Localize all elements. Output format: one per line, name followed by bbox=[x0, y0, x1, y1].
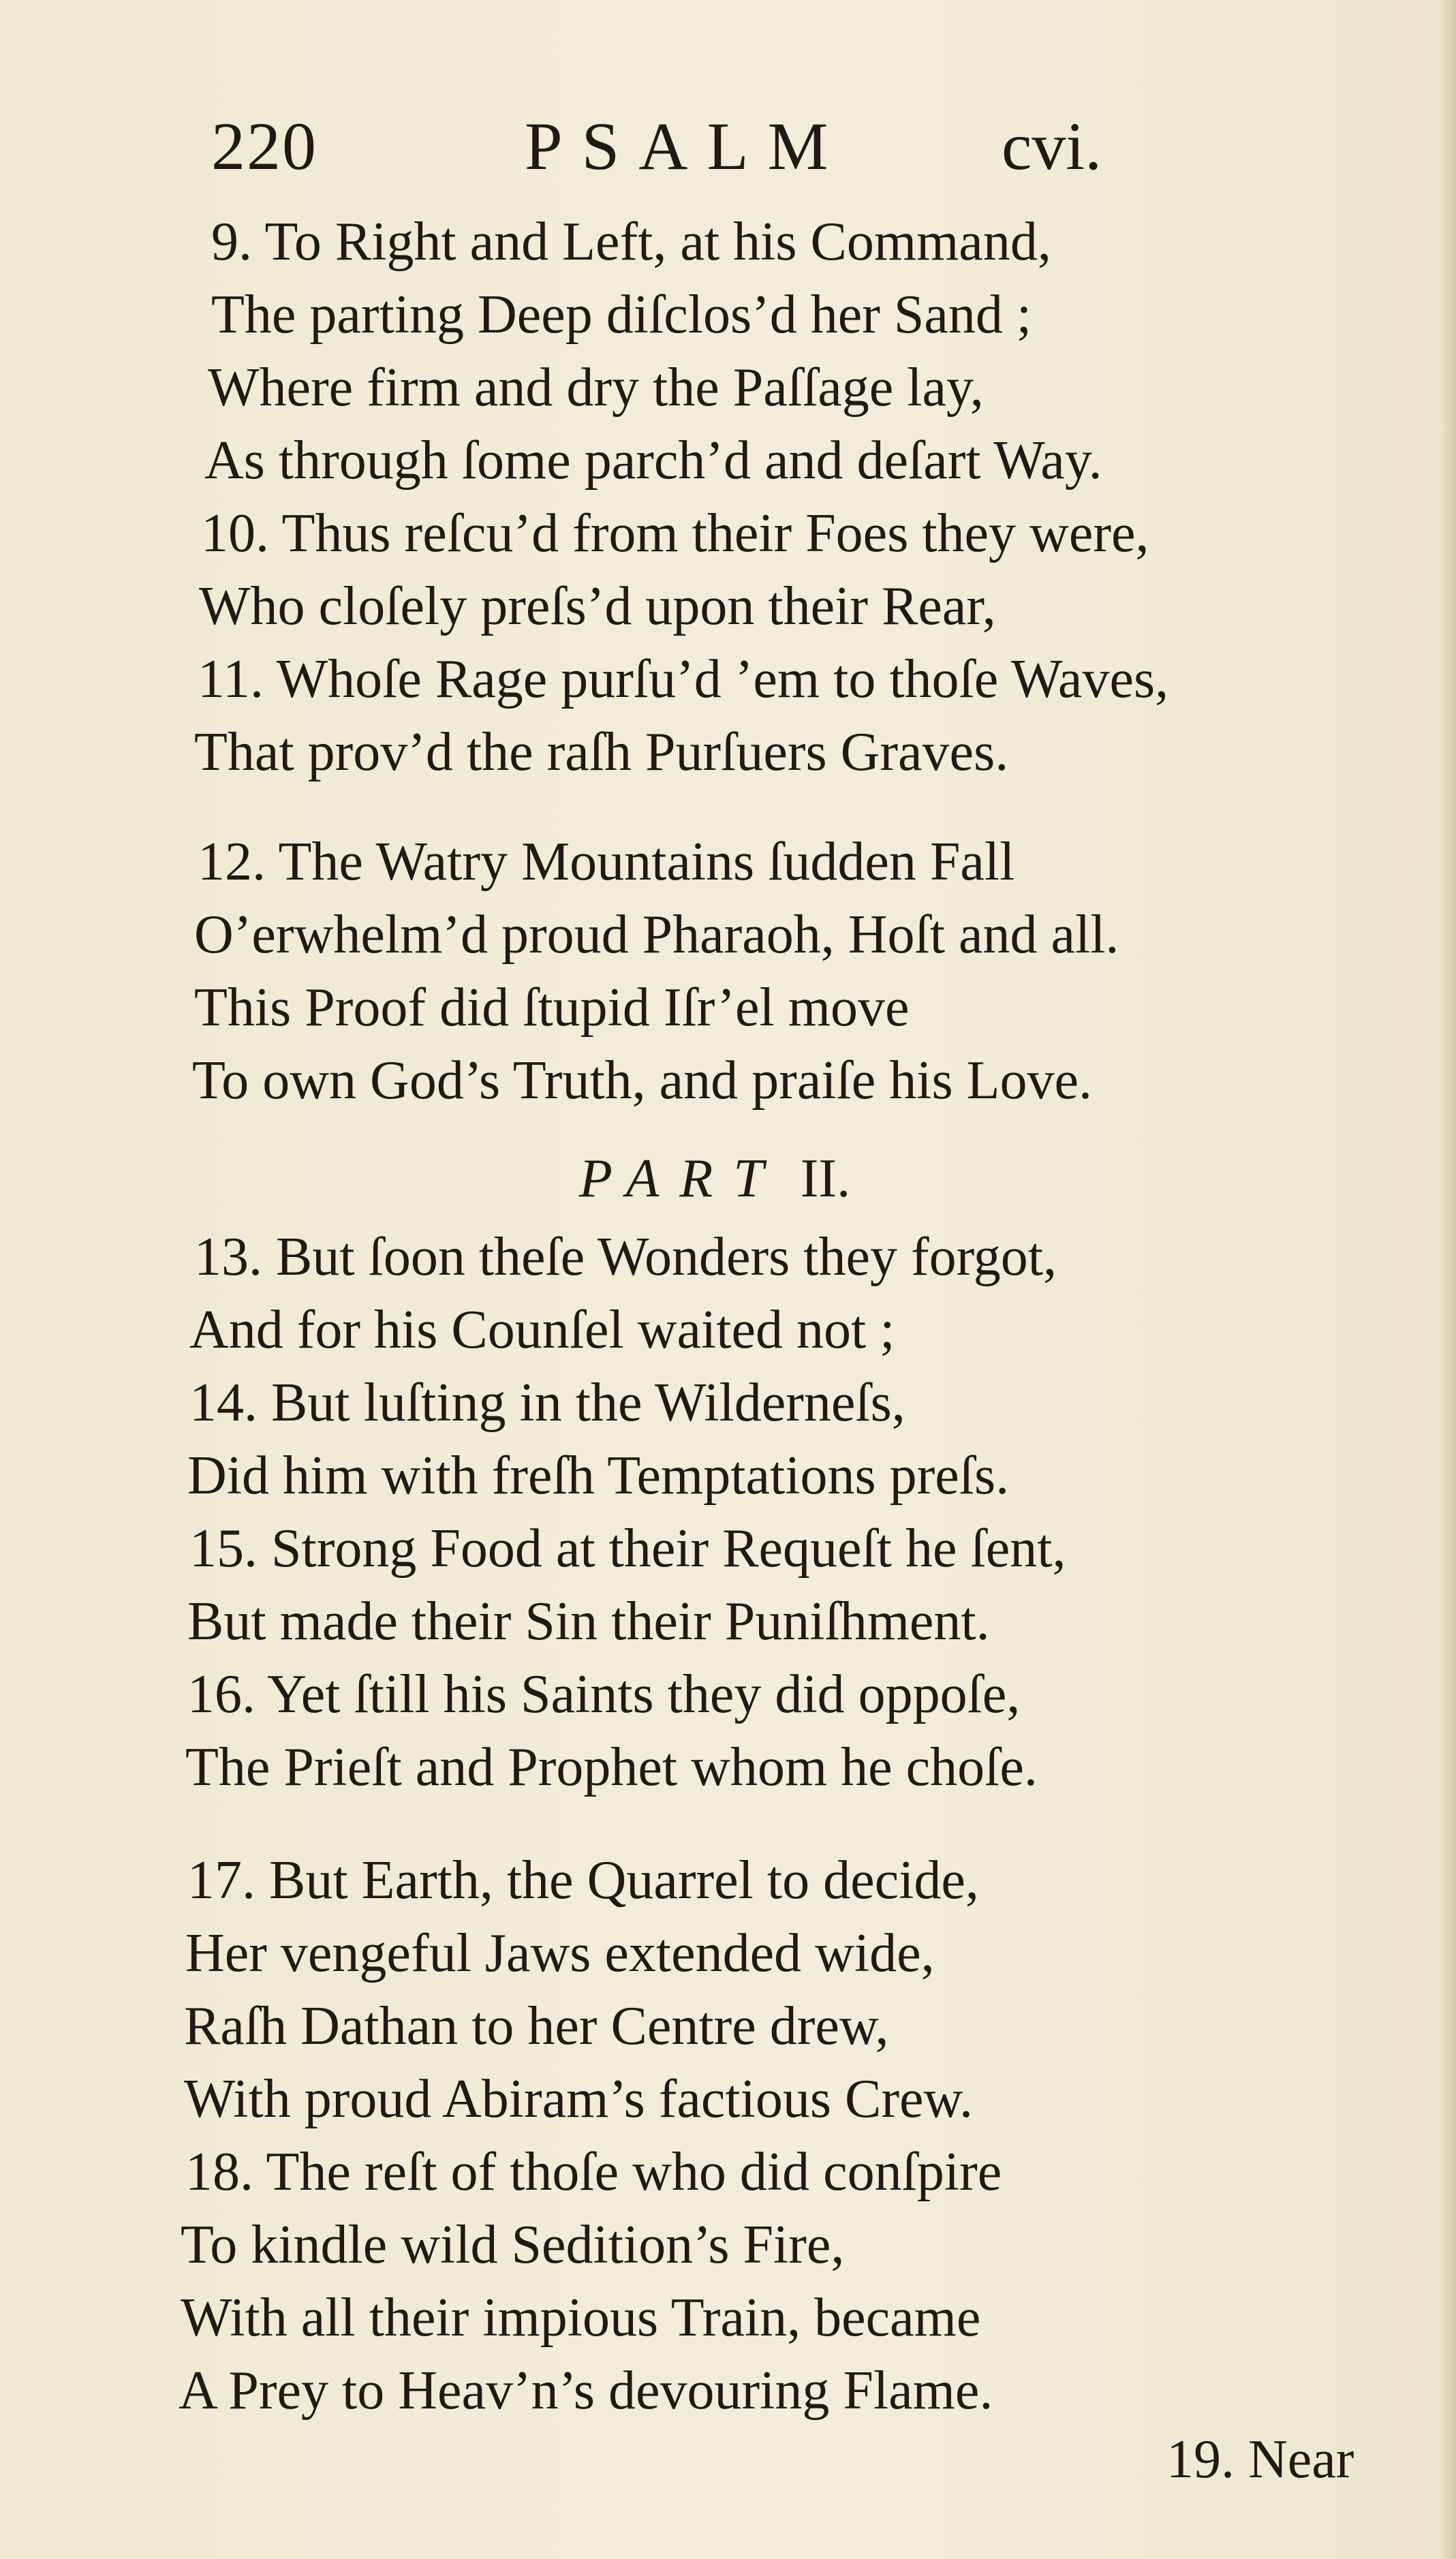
verse-line: Where firm and dry the Paſſage lay, bbox=[208, 358, 984, 418]
verse-line: This Proof did ſtupid Iſr’el move bbox=[194, 978, 910, 1038]
verse-line: 17. But Earth, the Quarrel to decide, bbox=[187, 1850, 979, 1910]
verse-line: 9. To Right and Left, at his Command, bbox=[211, 212, 1051, 272]
verse-line: 18. The reſt of thoſe who did conſpire bbox=[185, 2142, 1002, 2202]
verse-line: To kindle wild Sedition’s Fire, bbox=[181, 2215, 845, 2275]
catchword: 19. Near bbox=[1166, 2430, 1354, 2490]
verse-line: 11. Whoſe Rage purſu’d ’em to thoſe Waves, bbox=[198, 649, 1169, 709]
verse-line: 16. Yet ſtill his Saints they did oppoſe, bbox=[187, 1664, 1021, 1724]
running-title: PSALM bbox=[525, 108, 848, 184]
verse-line: The parting Deep diſclos’d her Sand ; bbox=[211, 285, 1032, 345]
verse-line: And for his Counſel waited not ; bbox=[189, 1300, 895, 1360]
verse-line: With proud Abiram’s factious Crew. bbox=[184, 2069, 974, 2129]
page-number: 220 bbox=[211, 108, 317, 184]
verse-line: With all their impious Train, became bbox=[181, 2288, 981, 2348]
verse-line: O’erwhelm’d proud Pharaoh, Hoſt and all. bbox=[194, 905, 1119, 965]
verse-line: Who cloſely preſs’d upon their Rear, bbox=[199, 576, 996, 636]
verse-line: 12. The Watry Mountains ſudden Fall bbox=[198, 832, 1015, 892]
verse-line: But made their Sin their Puniſhment. bbox=[187, 1592, 990, 1651]
part-heading bbox=[579, 1145, 850, 1213]
verse-line: 13. But ſoon theſe Wonders they forgot, bbox=[194, 1227, 1057, 1287]
verse-line: To own God’s Truth, and praiſe his Love. bbox=[192, 1051, 1093, 1111]
part-label: PART bbox=[579, 1149, 784, 1209]
verse-line: The Prieſt and Prophet whom he choſe. bbox=[185, 1737, 1038, 1797]
part-number: II. bbox=[800, 1149, 851, 1209]
verse-line: Did him with freſh Temptations preſs. bbox=[187, 1446, 1010, 1506]
psalm-number: cvi. bbox=[1002, 108, 1102, 184]
verse-line: Raſh Dathan to her Centre drew, bbox=[184, 1996, 889, 2056]
verse-line: A Prey to Heav’n’s devouring Flame. bbox=[179, 2361, 993, 2421]
verse-line: Her vengeful Jaws extended wide, bbox=[185, 1923, 935, 1983]
verse-line: As through ſome parch’d and deſart Way. bbox=[204, 431, 1102, 491]
verse-line: 14. But luſting in the Wilderneſs, bbox=[189, 1373, 905, 1433]
verse-line: 10. Thus reſcu’d from their Foes they were, bbox=[201, 503, 1149, 563]
verse-line: 15. Strong Food at their Requeſt he ſent, bbox=[189, 1519, 1066, 1579]
verse-line: That prov’d the raſh Purſuers Graves. bbox=[194, 722, 1009, 782]
